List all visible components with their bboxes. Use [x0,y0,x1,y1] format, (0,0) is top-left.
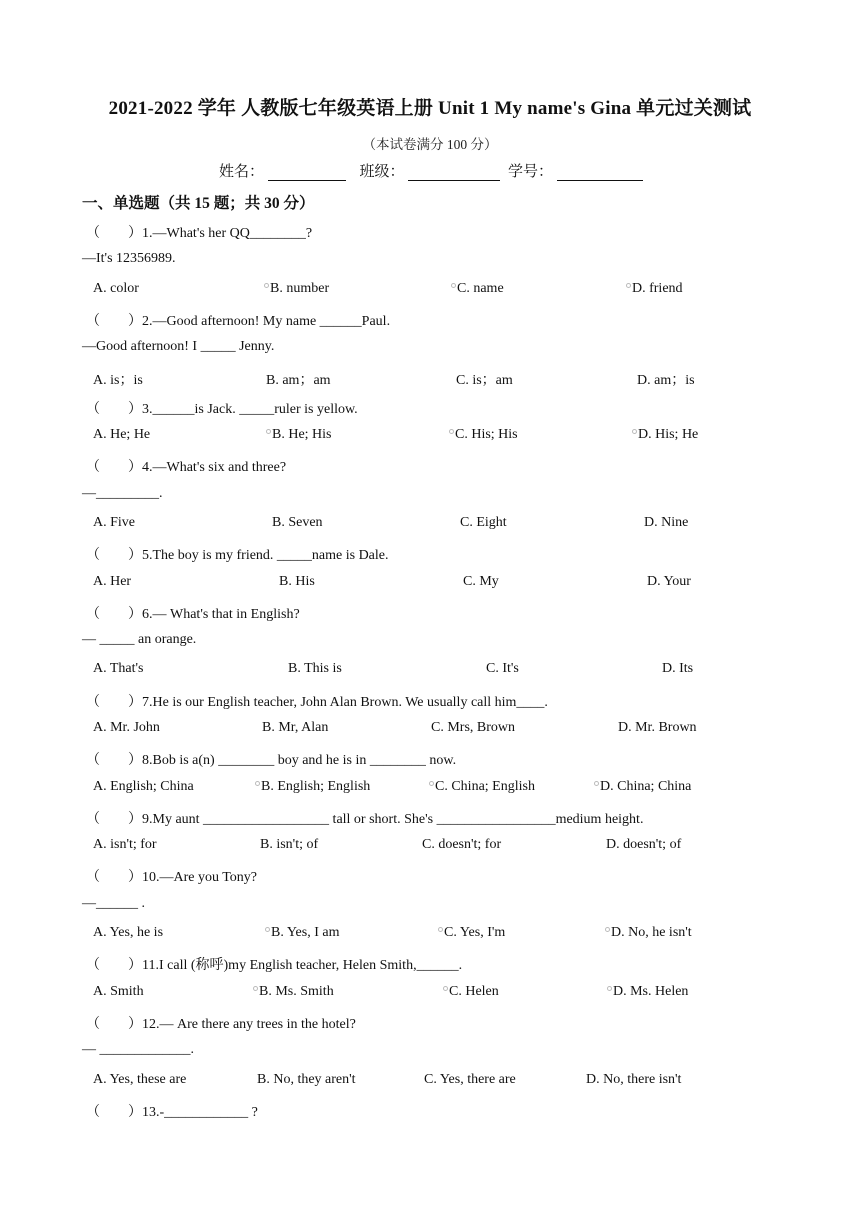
q8-option-a[interactable]: A. English; China [93,779,194,794]
question-stem-11: （ ）11.I call (称呼)my English teacher, Helen Smith,______. [86,958,463,973]
score-note: （本试卷满分 100 分） [362,137,498,152]
question-dialog-6: — _____ an orange. [82,632,197,647]
q6-option-a[interactable]: A. That's [93,661,144,676]
bullet-icon [626,283,631,288]
q1-option-a[interactable]: A. color [93,281,139,296]
q5-option-c[interactable]: C. My [463,574,499,589]
bullet-icon [449,429,454,434]
section-heading: 一、单选题（共 15 题；共 30 分） [82,195,315,212]
bullet-icon [594,781,599,786]
q7-option-c[interactable]: C. Mrs, Brown [431,720,516,735]
q12-option-d[interactable]: D. No, there isn't [586,1072,682,1087]
q12-option-c[interactable]: C. Yes, there are [424,1072,516,1087]
q8-option-b[interactable]: B. English; English [255,779,370,795]
question-stem-4: （ ）4.—What's six and three? [86,460,287,475]
q12-option-a[interactable]: A. Yes, these are [93,1072,187,1087]
q2-option-d[interactable]: D. am；is [637,373,695,388]
q11-option-a[interactable]: A. Smith [93,984,144,999]
page-title: 2021-2022 学年 人教版七年级英语上册 Unit 1 My name's Gina 单元过关测试 [108,98,752,119]
q1-option-d[interactable]: D. friend [626,281,683,297]
bullet-icon [632,429,637,434]
q3-option-a[interactable]: A. He; He [93,427,151,442]
q9-option-d[interactable]: D. doesn't; of [606,837,682,852]
bullet-icon [607,986,612,991]
bullet-icon [266,429,271,434]
q4-option-c[interactable]: C. Eight [460,515,507,530]
q10-option-a[interactable]: A. Yes, he is [93,925,164,940]
question-dialog-4: —_________. [82,486,163,501]
q6-option-b[interactable]: B. This is [288,661,342,676]
bullet-icon [443,986,448,991]
q6-option-c[interactable]: C. It's [486,661,519,676]
class-label: 班级： [359,164,405,180]
student-id-label: 学号： [508,164,554,180]
bullet-icon [265,927,270,932]
q2-option-b[interactable]: B. am；am [266,373,331,388]
question-stem-10: （ ）10.—Are you Tony? [86,870,258,885]
q7-option-b[interactable]: B. Mr, Alan [262,720,329,735]
bullet-icon [264,283,269,288]
q3-option-d[interactable]: D. His; He [632,427,698,443]
question-stem-6: （ ）6.— What's that in English? [86,607,300,622]
q9-option-c[interactable]: C. doesn't; for [422,837,502,852]
q1-option-b[interactable]: B. number [264,281,329,297]
q12-option-b[interactable]: B. No, they aren't [257,1072,356,1087]
name-field[interactable] [268,164,346,181]
bullet-icon [255,781,260,786]
q10-option-c[interactable]: C. Yes, I'm [438,925,505,941]
q1-option-c[interactable]: C. name [451,281,504,297]
question-stem-7: （ ）7.He is our English teacher, John Alan Brown. We usually call him____. [86,695,548,710]
class-field[interactable] [408,164,500,181]
bullet-icon [451,283,456,288]
question-stem-3: （ ）3.______is Jack. _____ruler is yellow. [86,402,358,417]
q7-option-d[interactable]: D. Mr. Brown [618,720,697,735]
q5-option-b[interactable]: B. His [279,574,315,589]
q2-option-a[interactable]: A. is；is [93,373,143,388]
student-id-field[interactable] [557,164,643,181]
q3-option-b[interactable]: B. He; His [266,427,332,443]
q7-option-a[interactable]: A. Mr. John [93,720,160,735]
q2-option-c[interactable]: C. is；am [456,373,513,388]
question-dialog-1: —It's 12356989. [82,251,176,266]
question-stem-13: （ ）13.-____________ ? [86,1105,258,1120]
q3-option-c[interactable]: C. His; His [449,427,518,443]
bullet-icon [438,927,443,932]
bullet-icon [429,781,434,786]
question-dialog-10: —______ . [82,896,145,911]
q6-option-d[interactable]: D. Its [662,661,694,676]
q10-option-d[interactable]: D. No, he isn't [605,925,692,941]
q11-option-b[interactable]: B. Ms. Smith [253,984,334,1000]
q4-option-d[interactable]: D. Nine [644,515,689,530]
question-dialog-12: — _____________. [82,1042,194,1057]
question-stem-12: （ ）12.— Are there any trees in the hotel? [86,1017,356,1032]
name-label: 姓名： [219,164,265,180]
student-info-row [219,160,647,181]
q4-option-b[interactable]: B. Seven [272,515,323,530]
q5-option-a[interactable]: A. Her [93,574,132,589]
q5-option-d[interactable]: D. Your [647,574,691,589]
question-stem-5: （ ）5.The boy is my friend. _____name is Dale. [86,548,389,563]
question-dialog-2: —Good afternoon! I _____ Jenny. [82,339,275,354]
q10-option-b[interactable]: B. Yes, I am [265,925,339,941]
q8-option-d[interactable]: D. China; China [594,779,691,795]
q11-option-c[interactable]: C. Helen [443,984,499,1000]
q8-option-c[interactable]: C. China; English [429,779,535,795]
question-stem-8: （ ）8.Bob is a(n) ________ boy and he is in ________ now. [86,753,457,768]
question-stem-1: （ ）1.—What's her QQ________? [86,226,313,241]
q4-option-a[interactable]: A. Five [93,515,135,530]
bullet-icon [605,927,610,932]
q9-option-b[interactable]: B. isn't; of [260,837,319,852]
bullet-icon [253,986,258,991]
q9-option-a[interactable]: A. isn't; for [93,837,157,852]
q11-option-d[interactable]: D. Ms. Helen [607,984,688,1000]
question-stem-2: （ ）2.—Good afternoon! My name ______Paul. [86,314,391,329]
question-stem-9: （ ）9.My aunt __________________ tall or short. She's _________________medium height. [86,812,644,827]
